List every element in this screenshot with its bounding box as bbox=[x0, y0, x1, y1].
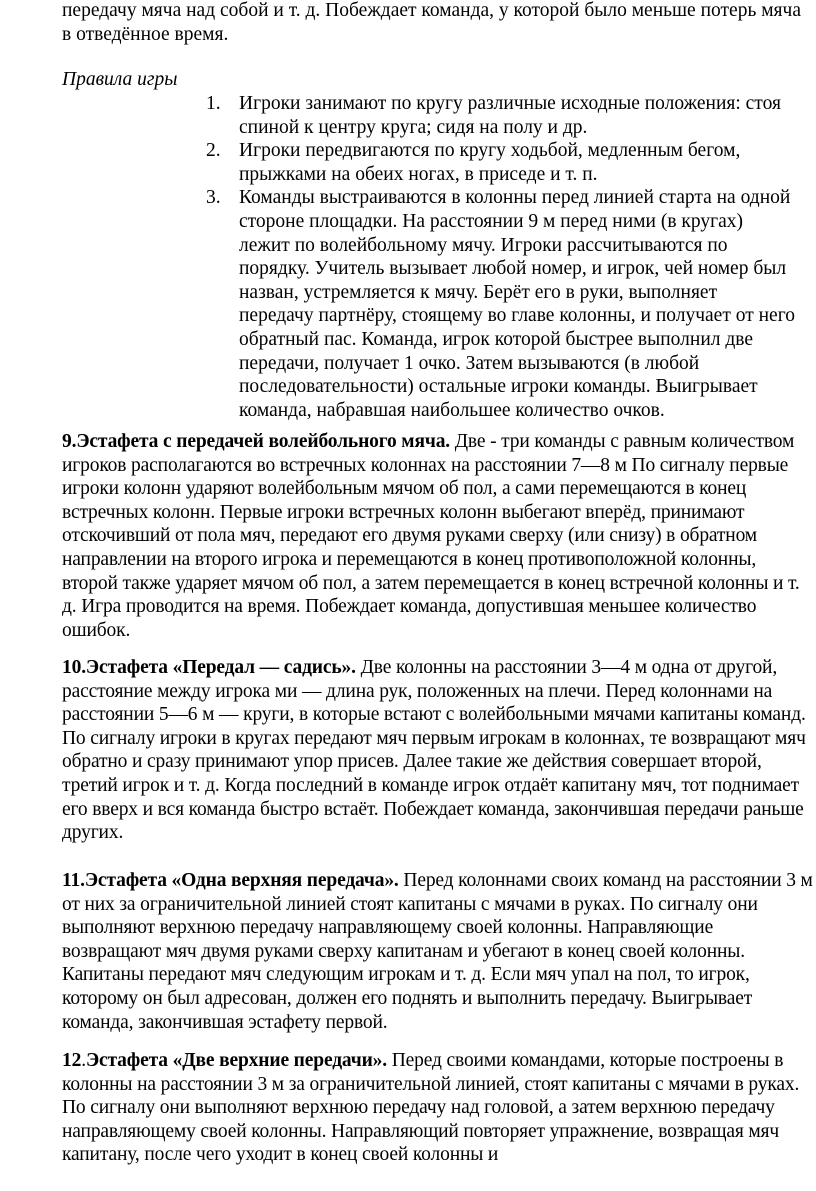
section-10-body: Две колонны на расстоянии 3—4 м одна от другой, расстояние между игрока ми — длина рук, положенных на плечи. Перед колоннами на расстоянии 5—6 м — круги, в которые встают с волейбольными мячами капитаны команд. По сигналу игроки в кругах передают мяч первым игрокам в колоннах, те возвращают мяч обратно и сразу принимают упор присев. Далее такие же действия совершает второй, третий игрок и т. д. Когда последний в команде игрок отдаёт капитану мяч, тот поднимает его вверх и вся команда быстро встаёт. Побеждает команда, закончившая передачи раньше других. bbox=[62, 657, 806, 844]
section-9-body: Две - три команды с равным количеством игроков располагаются во встречных колоннах на расстоянии 7—8 м По сигналу первые игроки колонн ударяют волейбольным мячом об пол, а сами перемещаются в конец встречных колонн. Первые игроки встречных колонн выбегают вперёд, принимают отскочивший от пола мяч, передают его двумя руками сверху (или снизу) в обратном направлении на второго игрока и перемещаются в конец противоположной колонны, второй также ударяет мячом об пол, а затем перемещается в конец встречной колонны и т. д. Игра проводится на время. Побеждает команда, допустившая меньшее количество ошибок. bbox=[62, 431, 800, 641]
section-12-number: 12 bbox=[62, 1050, 82, 1071]
section-12-dot: . bbox=[81, 1050, 86, 1071]
section-10-paragraph bbox=[62, 656, 814, 845]
rule-number: 1. bbox=[206, 93, 221, 114]
rule-text: Игроки занимают по кругу различные исходные положения: стоя спиной к центру круга; сидя на полу и др. bbox=[239, 93, 781, 138]
rules-heading: Правила игры bbox=[62, 69, 178, 90]
rule-item bbox=[196, 92, 796, 139]
rule-number: 2. bbox=[206, 140, 221, 162]
section-12-body: Перед своими командами, которые построены в колонны на расстоянии 3 м за ограничительной линией, стоят капитаны с мячами в руках. По сигналу они выполняют верхнюю передачу над головой, а затем верхнюю передачу направляющему своей колонны. Направляющий повторяет упражнение, возвращая мяч капитану, после чего уходит в конец своей колонны и bbox=[62, 1050, 800, 1166]
rule-text: Команды выстраиваются в колонны перед линией старта на одной стороне площадки. На расстоянии 9 м перед ними (в кругах) лежит по волейбольному мячу. Игроки рассчитываются по порядку. Учитель вызывает любой номер, и игрок, чей номер был назван, устремляется к мячу. Берёт его в руки, выполняет передачу партнёру, стоящему во главе колонны, и получает от него обратный пас. Команда, игрок которой быстрее выполнил две передачи, получает 1 очко. Затем вызываются (в любой последовательности) остальные игроки команды. Выигрывает команда, набравшая наибольшее количество очков. bbox=[239, 187, 795, 421]
section-9-title: 9.Эстафета с передачей волейбольного мяча. bbox=[62, 431, 451, 452]
section-9-paragraph bbox=[62, 430, 814, 642]
rules-list bbox=[196, 92, 796, 422]
section-11-body: Перед колоннами своих команд на расстоянии 3 м от них за ограничительной линией стоят капитаны с мячами в руках. По сигналу они выполняют верхнюю передачу направляющему своей колонны. Направляющие возвращают мяч двумя руками сверху капитанам и убегают в конец своей колонны. Капитаны передают мяч следующим игрокам и т. д. Если мяч упал на пол, то игрок, которому он был адресован, должен его поднять и выполнить передачу. Выигрывает команда, закончившая эстафету первой. bbox=[62, 870, 813, 1033]
rule-item bbox=[196, 139, 796, 186]
rule-number: 3. bbox=[206, 187, 221, 209]
section-10-title: 10.Эстафета «Передал — садись». bbox=[62, 657, 356, 678]
section-11-title: 11.Эстафета «Одна верхняя передача». bbox=[62, 870, 399, 891]
section-11-paragraph bbox=[62, 869, 814, 1034]
intro-paragraph: передачу мяча над собой и т. д. Побеждает команда, у которой было меньше потерь мяча в отведённое время. bbox=[62, 0, 801, 45]
section-12-title: Эстафета «Две верхние передачи». bbox=[85, 1050, 388, 1071]
section-12-paragraph bbox=[62, 1049, 814, 1167]
rule-item bbox=[196, 186, 796, 422]
rule-text: Игроки передвигаются по кругу ходьбой, медленным бегом, прыжками на обеих ногах, в приседе и т. п. bbox=[239, 140, 741, 185]
